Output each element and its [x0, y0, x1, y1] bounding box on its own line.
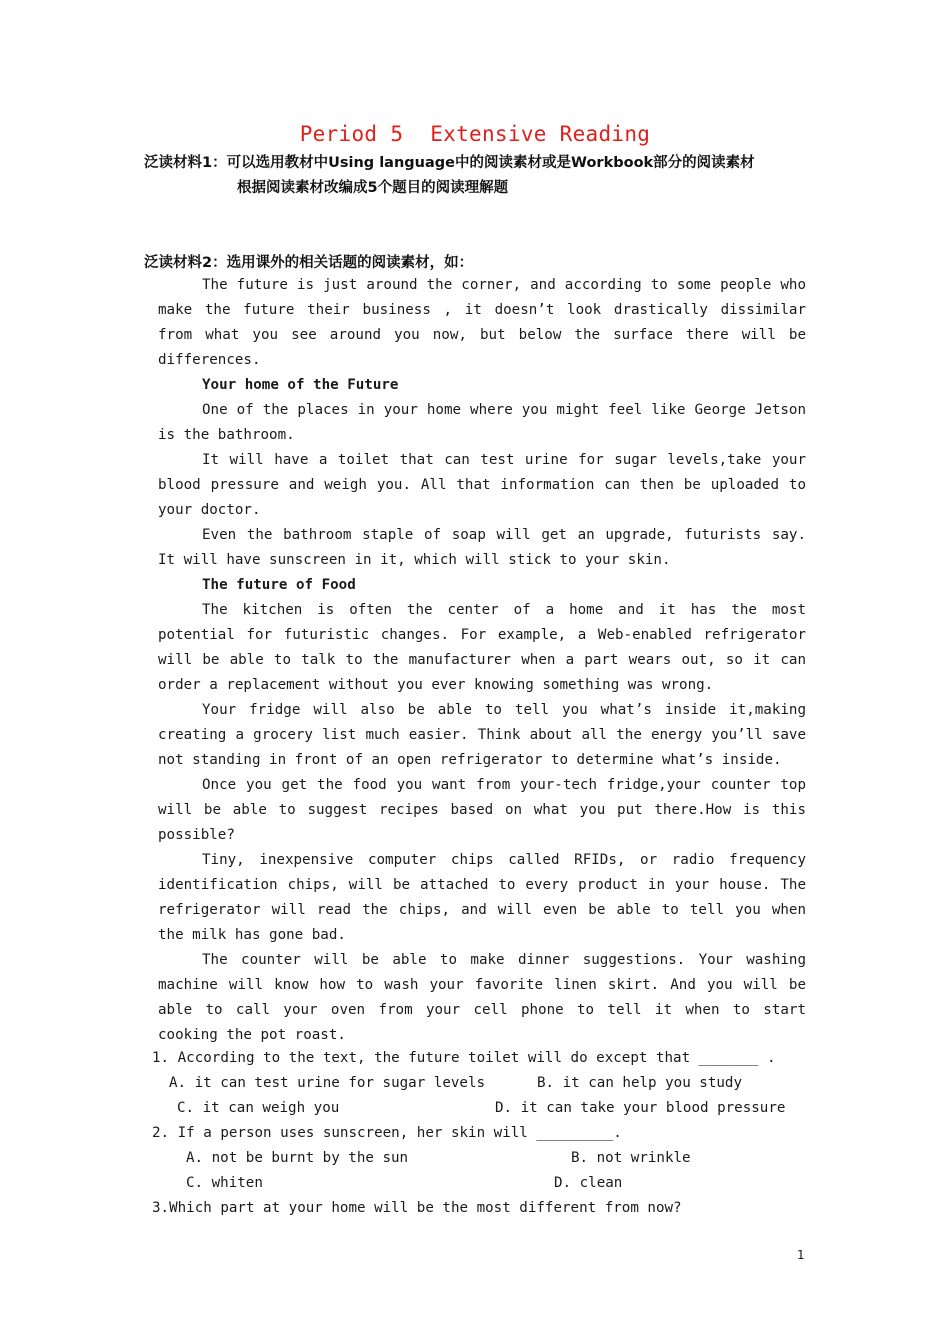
title-subject: Extensive Reading [430, 122, 651, 146]
page-title [0, 122, 950, 146]
article-paragraph: Tiny, inexpensive computer chips called RFIDs, or radio frequency identification chips, will be attached to every product in your house. The refrigerator will read the chips, and will even be able to tell you when the milk has gone bad. [158, 852, 806, 943]
section-heading: Your home of the Future [202, 377, 399, 393]
note2: 泛读材料2：选用课外的相关话题的阅读素材，如： [144, 255, 474, 271]
question-2-option-a: A. not be burnt by the sun [186, 1150, 409, 1166]
note1-line2: 根据阅读素材改编成5个题目的阅读理解题 [237, 180, 509, 196]
article-paragraph: The counter will be able to make dinner suggestions. Your washing machine will know how to wash your favorite linen skirt. And you will be able to call your oven from your cell phone to tell it when to start cooking the pot roast. [158, 952, 806, 1043]
question-2-option-b: B. not wrinkle [571, 1150, 691, 1166]
article-paragraph: Your fridge will also be able to tell you what’s inside it,making creating a grocery list much easier. Think about all the energy you’ll save not standing in front of an open refrigerator to determine what’s inside. [158, 702, 806, 768]
question-1-option-d: D. it can take your blood pressure [495, 1100, 786, 1116]
article-paragraph: The kitchen is often the center of a home and it has the most potential for futuristic changes. For example, a Web-enabled refrigerator will be able to talk to the manufacturer when a part wears out, so it can order a replacement without you ever knowing something was wrong. [158, 602, 806, 693]
article-paragraph: It will have a toilet that can test urine for sugar levels,take your blood pressure and weigh you. All that information can then be uploaded to your doctor. [158, 452, 806, 518]
article-paragraph: Once you get the food you want from your-tech fridge,your counter top will be able to suggest recipes based on what you put there.How is this possible? [158, 777, 806, 843]
article-paragraph: The future is just around the corner, and according to some people who make the future their business , it doesn’t look drastically dissimilar from what you see around you now, but below the surface there will be differences. [158, 277, 806, 368]
question-1-option-c: C. it can weigh you [177, 1100, 340, 1116]
title-period: Period 5 [299, 122, 404, 146]
page-number: 1 [797, 1248, 805, 1262]
question-2-stem: 2. If a person uses sunscreen, her skin will _________. [152, 1125, 622, 1141]
article-body [158, 273, 806, 1048]
question-2-option-d: D. clean [554, 1175, 623, 1191]
question-1-option-b: B. it can help you study [537, 1075, 742, 1091]
section-heading: The future of Food [202, 577, 356, 593]
article-paragraph: Even the bathroom staple of soap will get an upgrade, futurists say. It will have sunscreen in it, which will stick to your skin. [158, 527, 806, 568]
question-3-stem: 3.Which part at your home will be the most different from now? [152, 1200, 682, 1216]
question-1-option-a: A. it can test urine for sugar levels [169, 1075, 486, 1091]
question-2-option-c: C. whiten [186, 1175, 263, 1191]
note1-line1: 泛读材料1：可以选用教材中Using language中的阅读素材或是Workbook部分的阅读素材 [144, 155, 755, 171]
article-paragraph: One of the places in your home where you might feel like George Jetson is the bathroom. [158, 402, 806, 443]
question-1-stem: 1. According to the text, the future toilet will do except that _______ . [152, 1050, 776, 1066]
